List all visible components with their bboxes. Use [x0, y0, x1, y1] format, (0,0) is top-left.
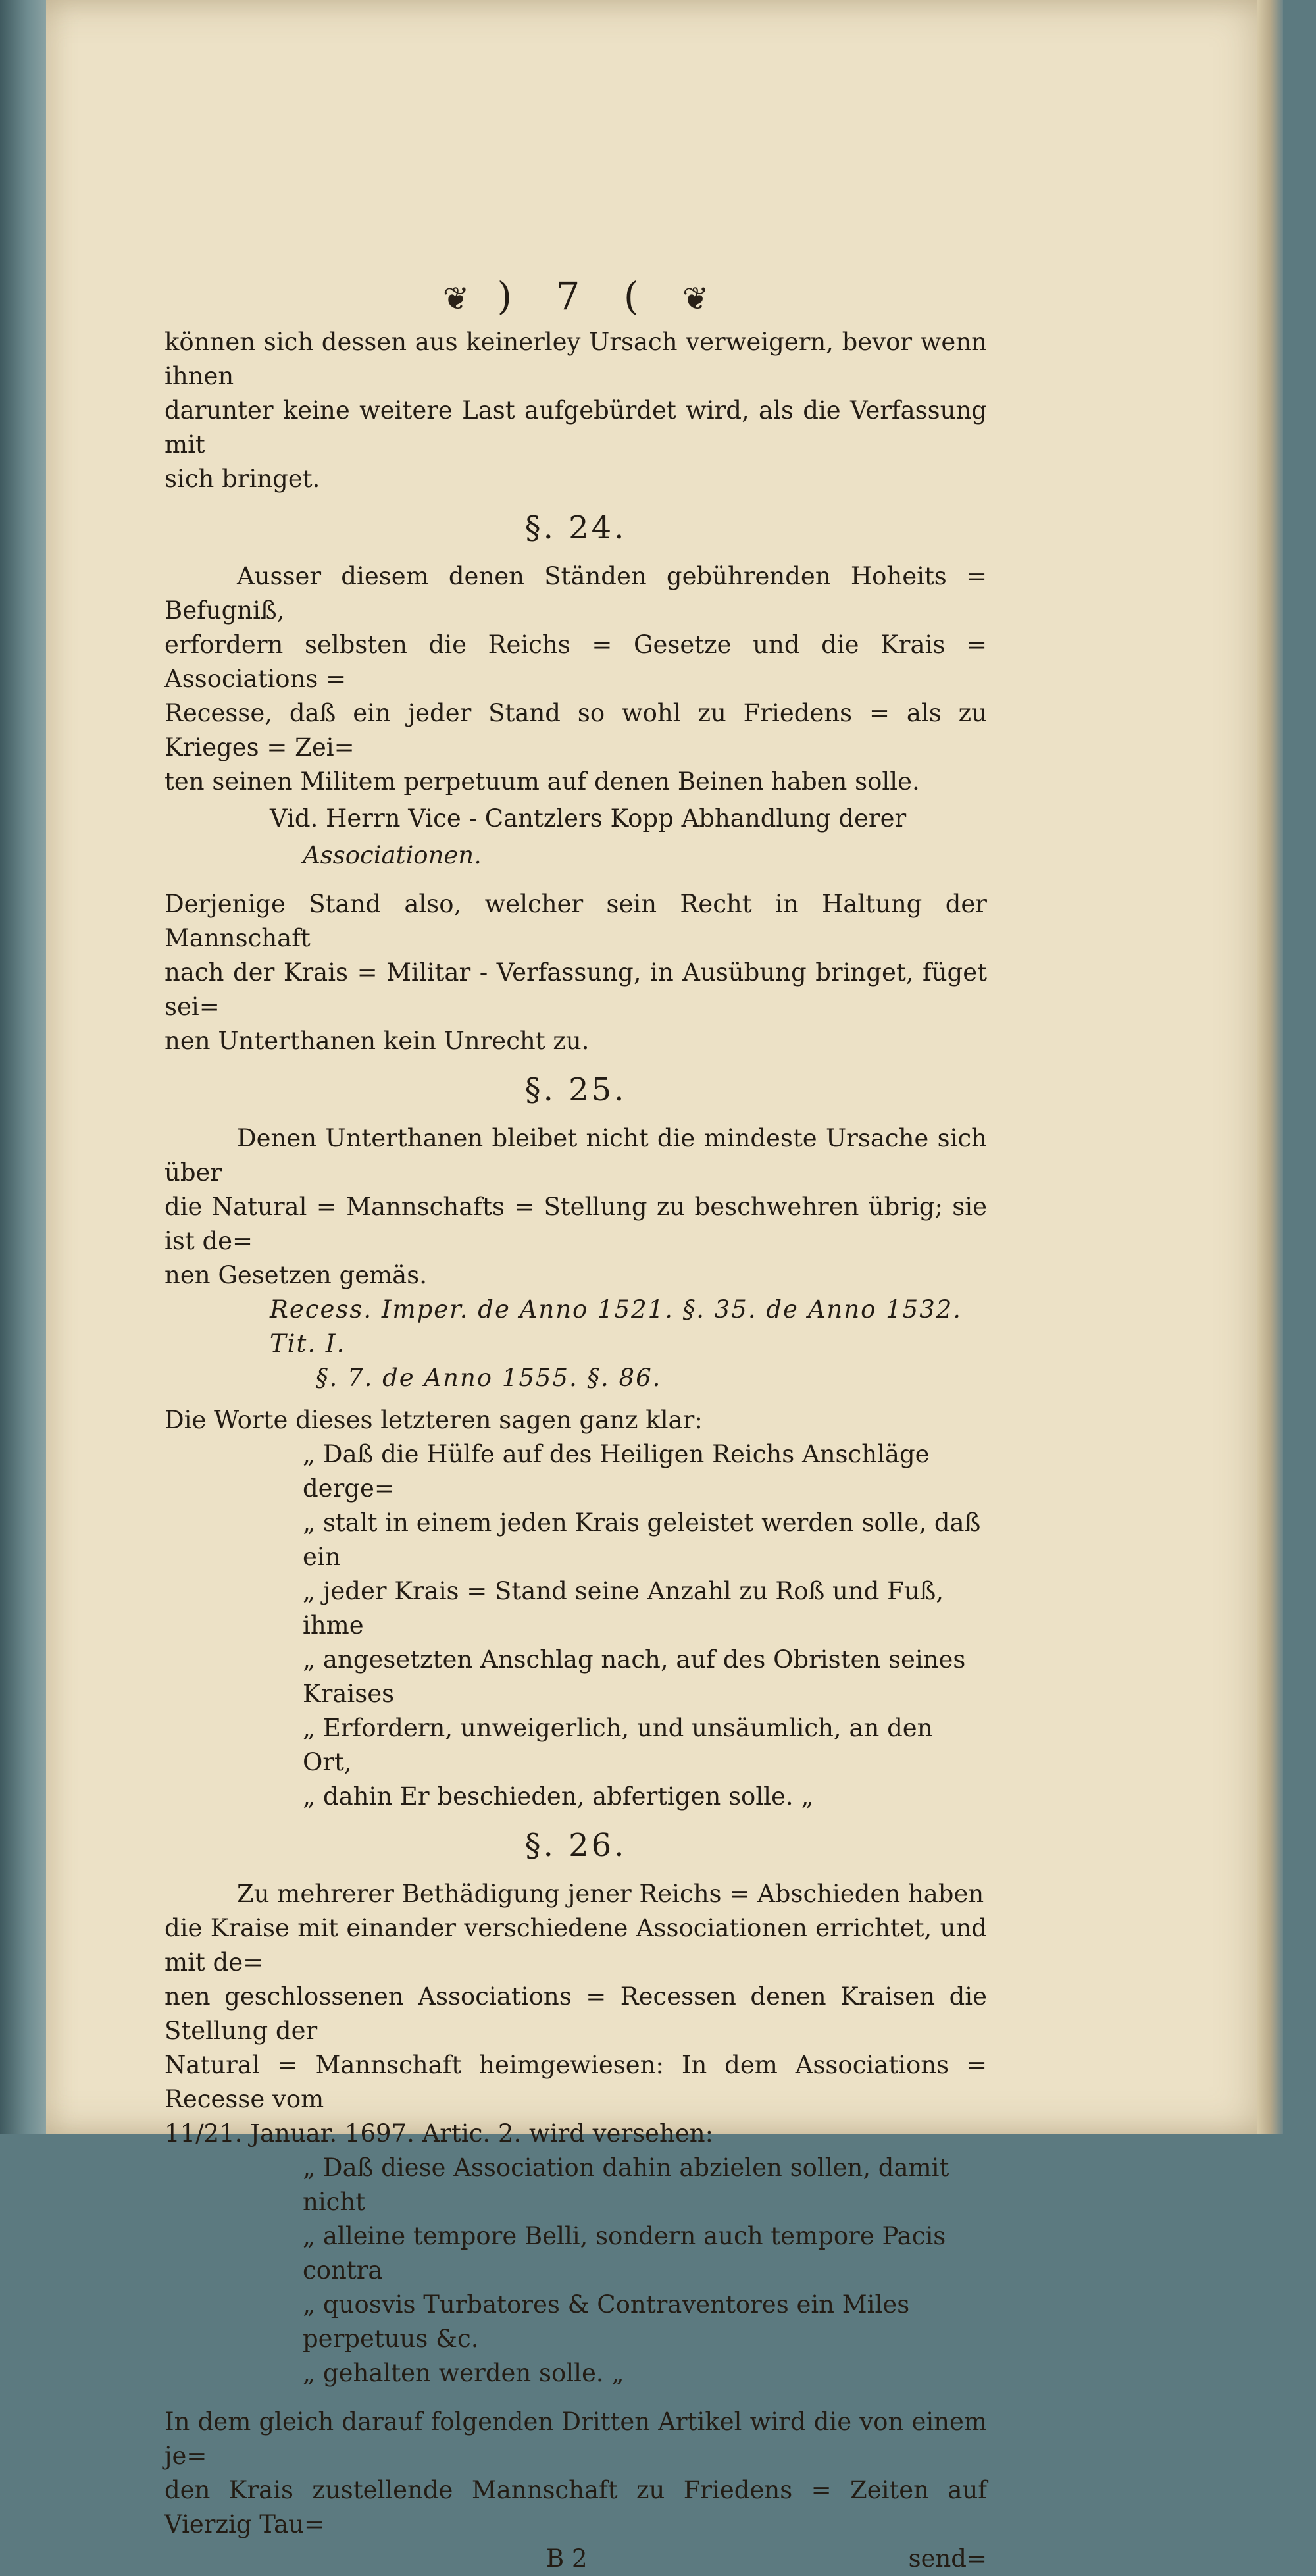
s26-line: 11/21. Januar. 1697. Artic. 2. wird versehen:	[164, 2119, 714, 2148]
book-page	[46, 0, 1283, 2573]
intro-line: darunter keine weitere Last aufgebürdet wird, als die Verfassung mit	[164, 396, 987, 459]
s25-quote-line: „ angesetzten Anschlag nach, auf des Obristen seines Kraises	[303, 1645, 966, 1708]
ornament-left-icon: ❦	[442, 280, 470, 317]
s26-quote-line: „ Daß diese Association dahin abzielen sollen, damit nicht	[303, 2153, 949, 2216]
s24-line: erfordern selbsten die Reichs = Gesetze und die Krais = Associations =	[164, 631, 987, 693]
s24-citation: Vid. Herrn Vice - Cantzlers Kopp Abhandlung derer	[270, 804, 907, 833]
s24-para2-line: nen Unterthanen kein Unrecht zu.	[164, 1027, 590, 1055]
s24-para2-line: Derjenige Stand also, welcher sein Recht in Haltung der Mannschaft	[164, 890, 987, 952]
page-text	[164, 270, 987, 2576]
s24-para2-line: nach der Krais = Militar - Verfassung, in Ausübung bringet, füget sei=	[164, 958, 987, 1021]
s26-line: die Kraise mit einander verschiedene Associationen errichtet, und mit de=	[164, 1914, 987, 1976]
page-header	[164, 270, 987, 322]
section-heading-26: §. 26.	[524, 1827, 627, 1864]
page-footer	[164, 2542, 987, 2576]
s26-line: Natural = Mannschaft heimgewiesen: In dem Associations = Recesse vom	[164, 2051, 987, 2113]
s25-line: die Natural = Mannschafts = Stellung zu beschwehren übrig; sie ist de=	[164, 1193, 987, 1255]
s26-quote-line: „ alleine tempore Belli, sondern auch tempore Pacis contra	[303, 2222, 946, 2284]
s25-line: nen Gesetzen gemäs.	[164, 1261, 427, 1289]
s25-quote-line: „ jeder Krais = Stand seine Anzahl zu Roß und Fuß, ihme	[303, 1577, 944, 1639]
section-heading-24: §. 24.	[524, 509, 627, 546]
s25-quote-line: „ Daß die Hülfe auf des Heiligen Reichs Anschläge derge=	[303, 1440, 930, 1503]
scan-background-left	[0, 0, 46, 2134]
s25-reference: Recess. Imper. de Anno 1521. §. 35. de Anno 1532. Tit. I.	[270, 1295, 963, 1358]
s25-quote-line: „ dahin Er beschieden, abfertigen solle. „	[303, 1782, 814, 1811]
s26-closing-line: den Krais zustellende Mannschaft zu Friedens = Zeiten auf Vierzig Tau=	[164, 2476, 987, 2538]
s25-line: Denen Unterthanen bleibet nicht die mindeste Ursache sich über	[164, 1124, 987, 1187]
s25-quote-line: „ Erfordern, unweigerlich, und unsäumlich, an den Ort,	[303, 1714, 933, 1776]
page-edge	[1257, 0, 1283, 2134]
s25-quote-line: „ stalt in einem jeden Krais geleistet werden solle, daß ein	[303, 1508, 981, 1571]
page-number: ) 7 (	[497, 274, 655, 319]
catchword: send=	[908, 2544, 987, 2573]
section-heading-25: §. 25.	[524, 1071, 627, 1108]
signature-mark: B 2	[546, 2544, 588, 2573]
intro-line: können sich dessen aus keinerley Ursach verweigern, bevor wenn ihnen	[164, 328, 987, 390]
s26-quote-line: „ quosvis Turbatores & Contraventores ein Miles perpetuus &c.	[303, 2290, 910, 2353]
s24-citation-cont: Associationen.	[303, 841, 482, 869]
s25-lead: Die Worte dieses letzteren sagen ganz klar:	[164, 1406, 703, 1434]
s26-line: Zu mehrerer Bethädigung jener Reichs = Abschieden haben	[237, 1880, 984, 1908]
s26-quote-line: „ gehalten werden solle. „	[303, 2359, 624, 2387]
s24-line: ten seinen Militem perpetuum auf denen Beinen haben solle.	[164, 767, 920, 796]
intro-line: sich bringet.	[164, 465, 320, 493]
s25-reference-cont: §. 7. de Anno 1555. §. 86.	[316, 1364, 662, 1392]
s26-line: nen geschlossenen Associations = Recessen denen Kraisen die Stellung der	[164, 1982, 987, 2045]
s24-line: Ausser diesem denen Ständen gebührenden Hoheits = Befugniß,	[164, 562, 987, 625]
s24-line: Recesse, daß ein jeder Stand so wohl zu Friedens = als zu Krieges = Zei=	[164, 699, 987, 761]
ornament-right-icon: ❦	[682, 280, 709, 317]
s26-closing-line: In dem gleich darauf folgenden Dritten Artikel wird die von einem je=	[164, 2408, 987, 2470]
